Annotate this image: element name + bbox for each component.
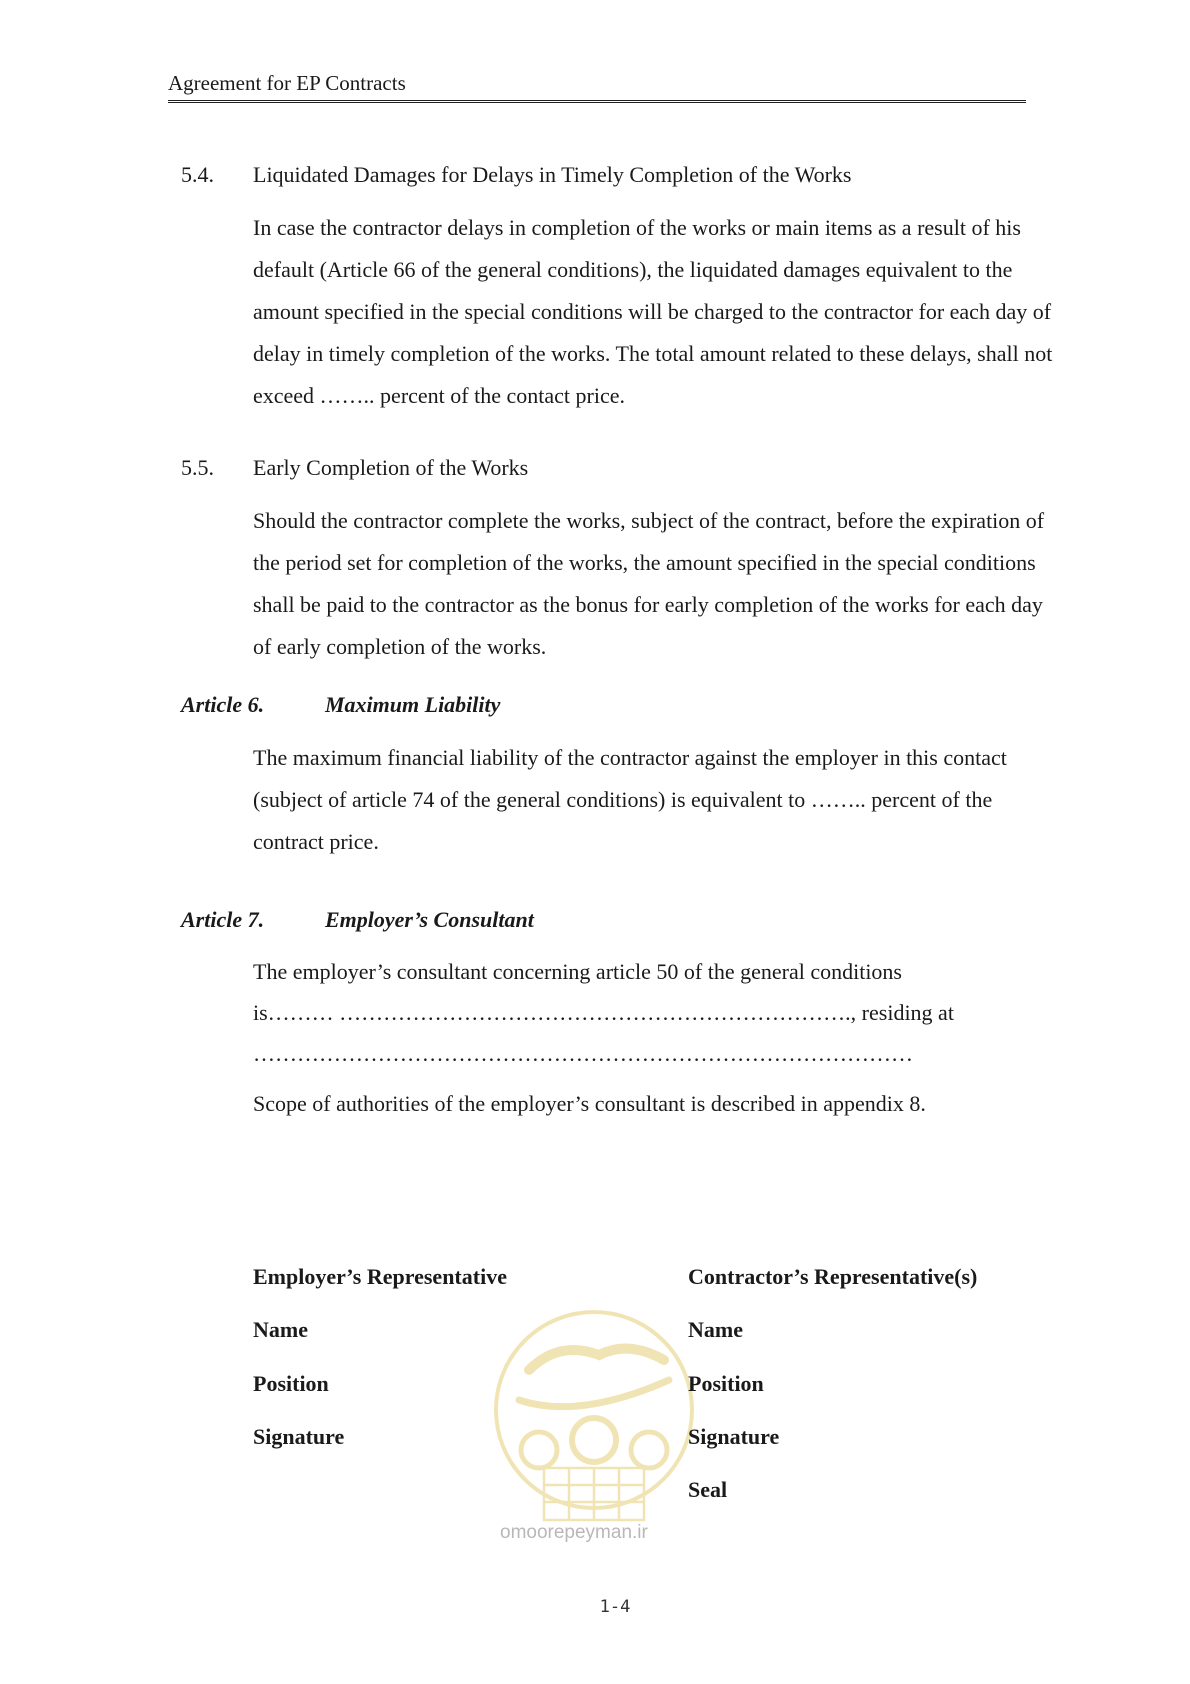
article-title-6: Maximum Liability [325, 692, 501, 717]
page-number: 1-4 [599, 1597, 631, 1617]
article-7-line-4: Scope of authorities of the employer’s consultant is described in appendix 8. [253, 1091, 926, 1116]
watermark-seal-icon [489, 1300, 699, 1540]
article-7-line-2: is……… ……………………………………………………………., residing at [253, 1000, 954, 1025]
article-title-7: Employer’s Consultant [325, 907, 534, 932]
contractor-name-label: Name [688, 1317, 743, 1342]
article-7-line-3: ……………………………………………………………………………… [253, 1041, 913, 1066]
section-body-5-5: Should the contractor complete the works, subject of the contract, before the expiration of the period set for completion of the works, the amount specified in the special conditions shall be paid to the contractor as the bonus for early completion of the works for each day of early completion of the works. [253, 508, 1045, 659]
article-number-7: Article 7. [181, 907, 265, 932]
watermark-text: omoorepeyman.ir [500, 1522, 648, 1543]
article-7-line-1: The employer’s consultant concerning article 50 of the general conditions [253, 959, 902, 984]
header-rule [168, 100, 1026, 103]
employer-rep-heading: Employer’s Representative [253, 1264, 507, 1289]
employer-position-label: Position [253, 1371, 329, 1396]
contractor-rep-heading: Contractor’s Representative(s) [688, 1264, 978, 1289]
section-number-5-4: 5.4. [181, 162, 214, 187]
employer-signature-label: Signature [253, 1424, 345, 1449]
contractor-seal-label: Seal [688, 1477, 728, 1502]
article-number-6: Article 6. [181, 692, 265, 717]
contractor-signature-label: Signature [688, 1424, 780, 1449]
section-title-5-4: Liquidated Damages for Delays in Timely Completion of the Works [253, 162, 852, 187]
section-title-5-5: Early Completion of the Works [253, 455, 529, 480]
running-header: Agreement for EP Contracts [168, 71, 406, 95]
article-body-6: The maximum financial liability of the contractor against the employer in this contact (subject of article 74 of the general conditions) is equivalent to …….. percent of the contract price. [253, 745, 1007, 854]
section-body-5-4: In case the contractor delays in completion of the works or main items as a result of his default (Article 66 of the general conditions), the liquidated damages equivalent to the amount specified in the special conditions will be charged to the contractor for each day of delay in timely completion of the works. The total amount related to these delays, shall not exceed …….. percent of the contact price. [253, 215, 1053, 408]
contractor-position-label: Position [688, 1371, 764, 1396]
employer-name-label: Name [253, 1317, 308, 1342]
section-number-5-5: 5.5. [181, 455, 214, 480]
